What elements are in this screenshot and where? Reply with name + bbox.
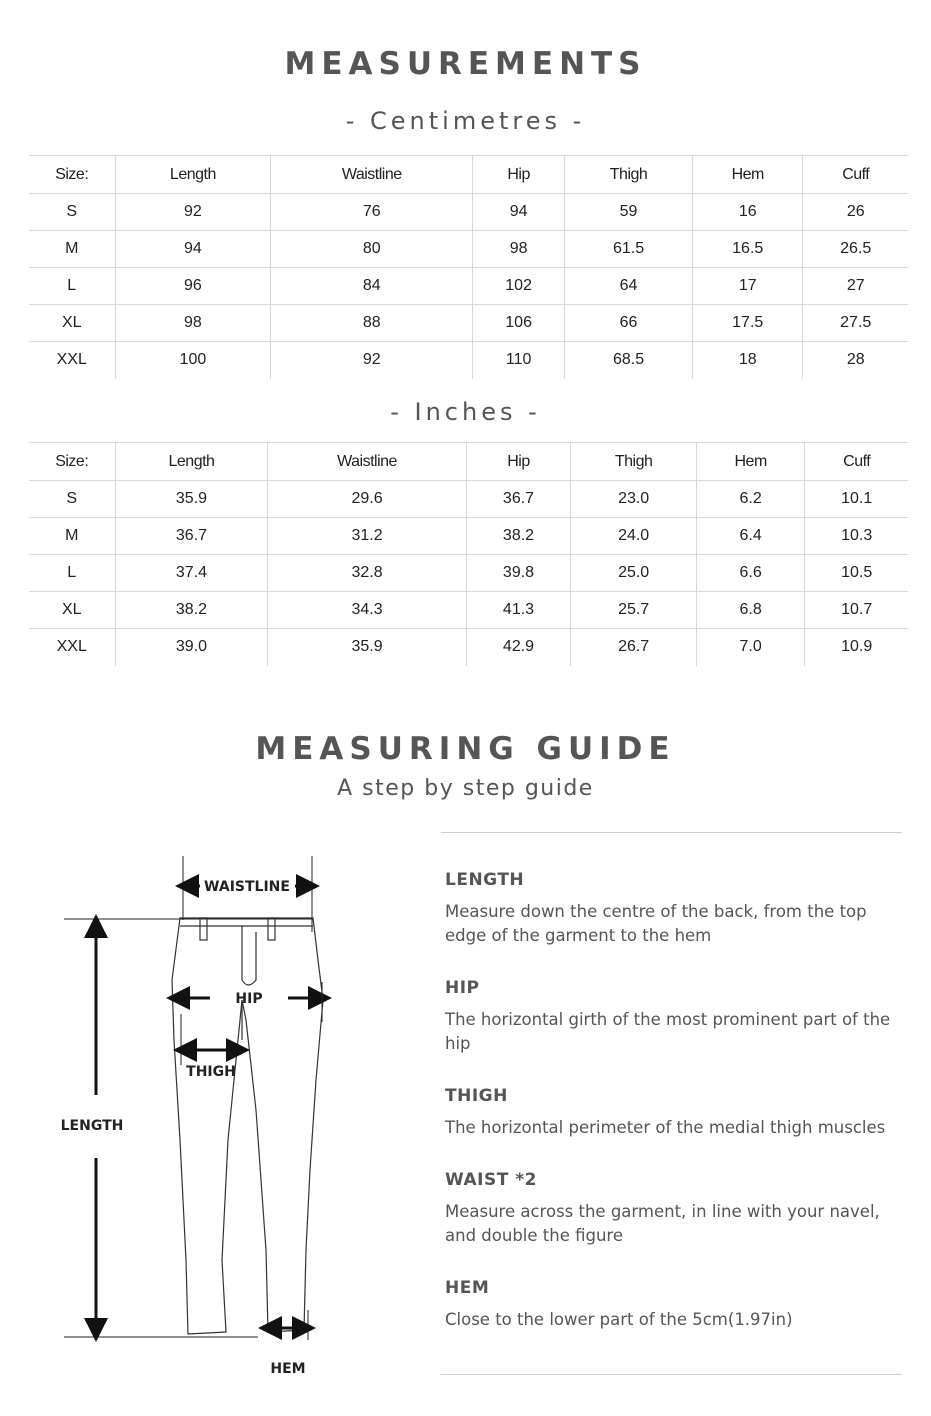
value-cell: 61.5 bbox=[565, 231, 693, 268]
value-cell: 98 bbox=[473, 231, 565, 268]
value-cell: 94 bbox=[473, 194, 565, 231]
value-cell: 29.6 bbox=[268, 481, 466, 518]
guide-item-thigh-title: THIGH bbox=[445, 1086, 508, 1106]
waistline-label: WAISTLINE bbox=[204, 879, 290, 895]
value-cell: 84 bbox=[271, 268, 473, 305]
size-cell: L bbox=[67, 564, 77, 581]
value-cell: 42.9 bbox=[466, 629, 571, 666]
size-cell: S bbox=[66, 490, 78, 507]
value-cell: 39.0 bbox=[115, 629, 268, 666]
inches-table bbox=[29, 442, 908, 666]
value-cell: 59 bbox=[565, 194, 693, 231]
value-cell: 24.0 bbox=[571, 518, 697, 555]
value-cell: 10.3 bbox=[805, 518, 908, 555]
value-cell: 17 bbox=[692, 268, 802, 305]
size-cell: XXL bbox=[56, 351, 87, 369]
value-cell: 39.8 bbox=[466, 555, 571, 592]
table-row bbox=[29, 518, 908, 555]
column-header: Thigh bbox=[571, 443, 697, 481]
hem-label: HEM bbox=[270, 1361, 306, 1377]
table-row bbox=[29, 194, 908, 231]
size-cell: S bbox=[66, 203, 78, 220]
table-row bbox=[29, 231, 908, 268]
guide-subtitle: A step by step guide bbox=[337, 776, 594, 801]
value-cell: 80 bbox=[271, 231, 473, 268]
value-cell: 34.3 bbox=[268, 592, 466, 629]
size-cell: L bbox=[67, 277, 77, 294]
guide-title: MEASURING GUIDE bbox=[255, 731, 676, 767]
value-cell: 6.6 bbox=[696, 555, 804, 592]
table-row bbox=[29, 592, 908, 629]
column-header: Hip bbox=[473, 156, 565, 194]
value-cell: 35.9 bbox=[268, 629, 466, 666]
column-header: Length bbox=[115, 156, 271, 194]
measurements-title: MEASUREMENTS bbox=[284, 46, 647, 82]
length-label: LENGTH bbox=[60, 1118, 124, 1134]
value-cell: 36.7 bbox=[466, 481, 571, 518]
value-cell: 68.5 bbox=[565, 342, 693, 379]
value-cell: 26 bbox=[803, 194, 908, 231]
value-cell: 66 bbox=[565, 305, 693, 342]
value-cell: 88 bbox=[271, 305, 473, 342]
value-cell: 37.4 bbox=[115, 555, 268, 592]
value-cell: 38.2 bbox=[115, 592, 268, 629]
value-cell: 36.7 bbox=[115, 518, 268, 555]
table-row bbox=[29, 268, 908, 305]
centimetres-table bbox=[29, 155, 908, 379]
table-row bbox=[29, 342, 908, 379]
column-header: Hem bbox=[696, 443, 804, 481]
value-cell: 92 bbox=[271, 342, 473, 379]
pants-outline bbox=[172, 918, 323, 1334]
value-cell: 110 bbox=[473, 342, 565, 379]
guide-item-waist-desc: Measure across the garment, in line with your navel, and double the figure bbox=[445, 1202, 880, 1245]
value-cell: 100 bbox=[115, 342, 271, 379]
value-cell: 27.5 bbox=[803, 305, 908, 342]
value-cell: 94 bbox=[115, 231, 271, 268]
table-header-row bbox=[29, 156, 908, 194]
value-cell: 38.2 bbox=[466, 518, 571, 555]
guide-item-hip-title: HIP bbox=[445, 978, 480, 998]
centimetres-heading: - Centimetres - bbox=[345, 107, 586, 135]
table-row bbox=[29, 481, 908, 518]
thigh-label: THIGH bbox=[186, 1064, 236, 1080]
pants-diagram bbox=[0, 840, 440, 1400]
value-cell: 96 bbox=[115, 268, 271, 305]
column-header: Size: bbox=[55, 165, 89, 183]
value-cell: 98 bbox=[115, 305, 271, 342]
value-cell: 41.3 bbox=[466, 592, 571, 629]
value-cell: 10.7 bbox=[805, 592, 908, 629]
value-cell: 26.7 bbox=[571, 629, 697, 666]
value-cell: 27 bbox=[803, 268, 908, 305]
size-cell: M bbox=[65, 527, 79, 544]
column-header: Cuff bbox=[803, 156, 908, 194]
guide-item-hem-title: HEM bbox=[445, 1278, 490, 1298]
value-cell: 10.1 bbox=[805, 481, 908, 518]
inches-heading: - Inches - bbox=[390, 398, 541, 426]
guide-item-thigh-desc: The horizontal perimeter of the medial thigh muscles bbox=[445, 1118, 886, 1137]
value-cell: 35.9 bbox=[115, 481, 268, 518]
guide-item-length-desc: Measure down the centre of the back, from the top edge of the garment to the hem bbox=[445, 902, 867, 945]
value-cell: 6.2 bbox=[696, 481, 804, 518]
column-header: Hem bbox=[692, 156, 802, 194]
value-cell: 10.5 bbox=[805, 555, 908, 592]
size-cell: XL bbox=[61, 314, 82, 331]
hip-label: HIP bbox=[235, 991, 263, 1007]
value-cell: 10.9 bbox=[805, 629, 908, 666]
value-cell: 18 bbox=[692, 342, 802, 379]
guide-rule-bottom bbox=[441, 1374, 902, 1375]
column-header: Hip bbox=[466, 443, 571, 481]
guide-item-waist-title: WAIST *2 bbox=[445, 1170, 537, 1190]
value-cell: 6.8 bbox=[696, 592, 804, 629]
table-row bbox=[29, 305, 908, 342]
value-cell: 23.0 bbox=[571, 481, 697, 518]
value-cell: 16 bbox=[692, 194, 802, 231]
size-cell: XXL bbox=[56, 638, 87, 656]
table-header-row bbox=[29, 443, 908, 481]
value-cell: 32.8 bbox=[268, 555, 466, 592]
size-cell: XL bbox=[61, 601, 82, 618]
value-cell: 102 bbox=[473, 268, 565, 305]
value-cell: 16.5 bbox=[692, 231, 802, 268]
column-header: Waistline bbox=[268, 443, 466, 481]
guide-rule-top bbox=[441, 832, 902, 833]
value-cell: 25.0 bbox=[571, 555, 697, 592]
column-header: Size: bbox=[55, 452, 89, 470]
value-cell: 25.7 bbox=[571, 592, 697, 629]
value-cell: 17.5 bbox=[692, 305, 802, 342]
table-row bbox=[29, 555, 908, 592]
value-cell: 7.0 bbox=[696, 629, 804, 666]
guide-item-length-title: LENGTH bbox=[445, 870, 525, 890]
column-header: Length bbox=[115, 443, 268, 481]
guide-item-hem-desc: Close to the lower part of the 5cm(1.97in) bbox=[445, 1310, 793, 1329]
value-cell: 92 bbox=[115, 194, 271, 231]
column-header: Waistline bbox=[271, 156, 473, 194]
column-header: Thigh bbox=[565, 156, 693, 194]
value-cell: 76 bbox=[271, 194, 473, 231]
value-cell: 28 bbox=[803, 342, 908, 379]
value-cell: 64 bbox=[565, 268, 693, 305]
value-cell: 6.4 bbox=[696, 518, 804, 555]
size-cell: M bbox=[65, 240, 79, 257]
guide-item-hip-desc: The horizontal girth of the most prominent part of the hip bbox=[445, 1010, 891, 1053]
value-cell: 31.2 bbox=[268, 518, 466, 555]
value-cell: 26.5 bbox=[803, 231, 908, 268]
column-header: Cuff bbox=[805, 443, 908, 481]
value-cell: 106 bbox=[473, 305, 565, 342]
table-row bbox=[29, 629, 908, 666]
